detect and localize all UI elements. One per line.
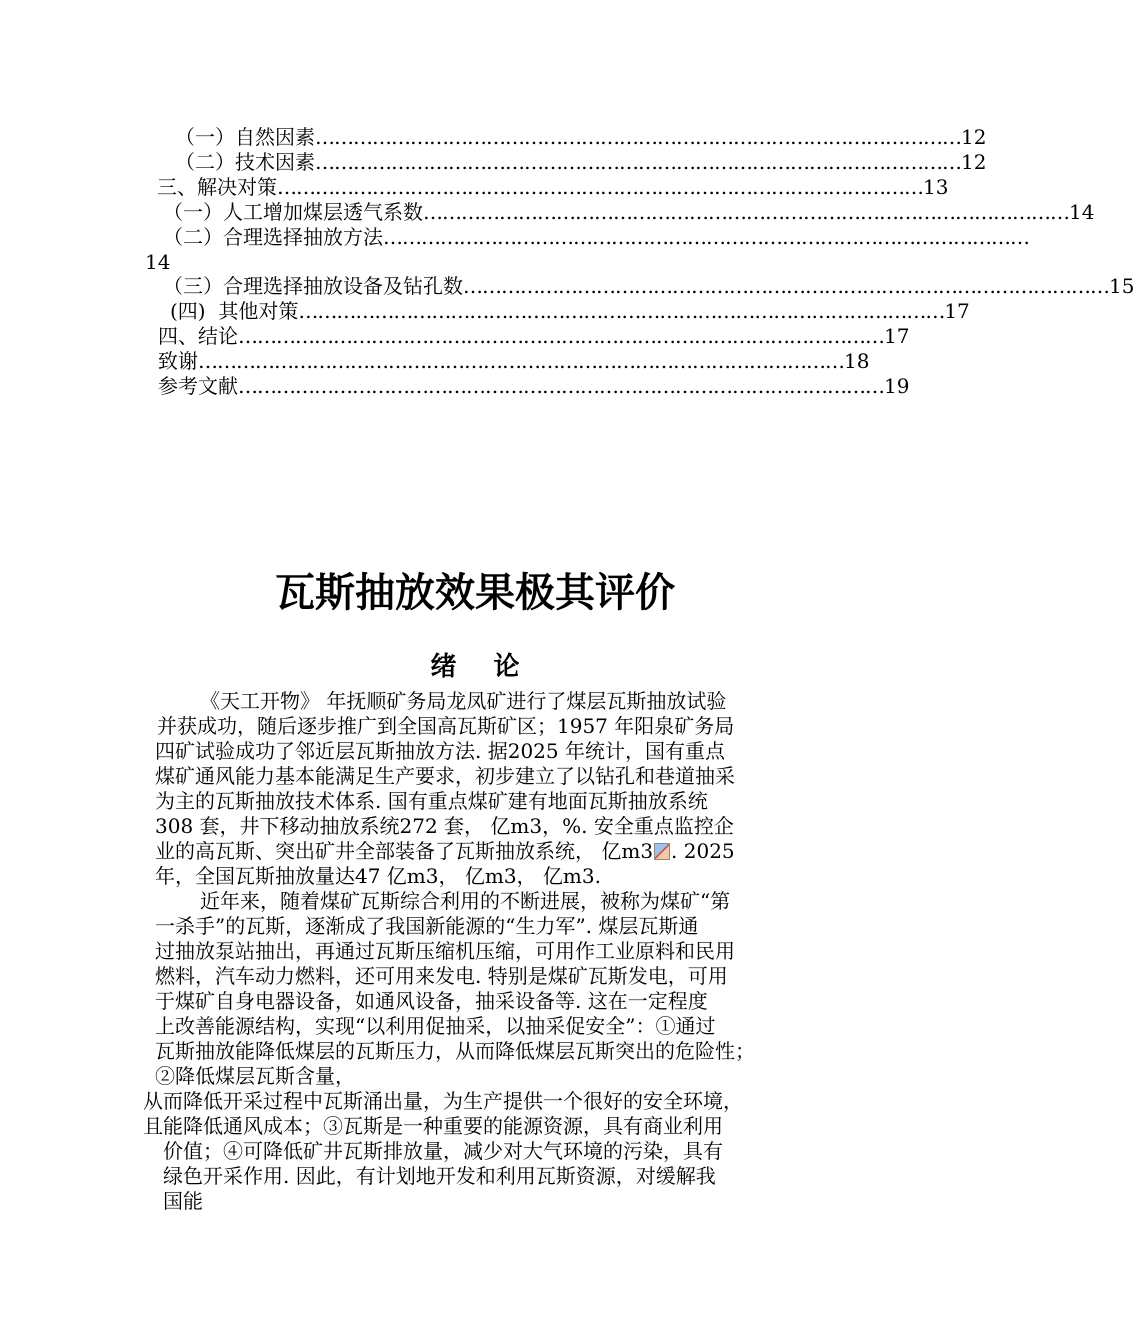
toc-leader-dots: ………………………………………………………………………………………… (463, 274, 1109, 298)
toc-entry[interactable] (163, 200, 1095, 225)
body-line: 《天工开物》 年抚顺矿务局龙凤矿进行了煤层瓦斯抽放试验 (200, 689, 727, 713)
toc-entry[interactable] (158, 324, 910, 349)
toc-leader-dots: ………………………………………………………………………………………… (198, 349, 844, 373)
body-line: ②降低煤层瓦斯含量， (155, 1064, 355, 1088)
toc-entry-page: 14 (145, 250, 171, 274)
body-line: 从而降低开采过程中瓦斯涌出量，为生产提供一个很好的安全环境， (143, 1089, 743, 1113)
toc-entry-title: 三、解决对策 (157, 175, 277, 199)
toc-leader-dots: ………………………………………………………………………………………… (315, 125, 961, 149)
body-line: 过抽放泵站抽出，再通过瓦斯压缩机压缩，可用作工业原料和民用 (155, 939, 735, 963)
toc-entry-page: 14 (1069, 200, 1095, 224)
body-line: 308 套，井下移动抽放系统272 套， 亿m3，%. 安全重点监控企 (155, 814, 734, 838)
body-line: 国能 (163, 1189, 203, 1213)
toc-leader-dots: ………………………………………………………………………………………… (383, 225, 1029, 249)
toc-entry[interactable] (157, 175, 949, 200)
toc-entry-title: 参考文献 (158, 374, 238, 398)
toc-leader-dots: ………………………………………………………………………………………… (238, 374, 884, 398)
toc-entry-title: （一）自然因素 (175, 125, 315, 149)
toc-entry-title: （三）合理选择抽放设备及钻孔数 (163, 274, 463, 298)
body-line: 燃料，汽车动力燃料，还可用来发电. 特别是煤矿瓦斯发电，可用 (155, 964, 728, 988)
toc-entry-page: 12 (961, 150, 987, 174)
toc-entry-title: （一）人工增加煤层透气系数 (163, 200, 423, 224)
toc-entry-page: 19 (884, 374, 910, 398)
body-line (155, 839, 735, 864)
toc-leader-dots: ………………………………………………………………………………………… (298, 299, 945, 323)
body-line-text: 业的高瓦斯、突出矿井全部装备了瓦斯抽放系统， 亿m3 (155, 839, 654, 863)
body-line: 近年来，随着煤矿瓦斯综合利用的不断进展，被称为煤矿“第 (200, 889, 731, 913)
body-line: 四矿试验成功了邻近层瓦斯抽放方法. 据2025 年统计，国有重点 (155, 739, 725, 763)
body-line-text: . 2025 (671, 839, 735, 863)
broken-image-icon (654, 843, 670, 860)
toc-entry[interactable] (170, 299, 970, 324)
body-line: 上改善能源结构，实现“以利用促抽采，以抽采促安全”：①通过 (155, 1014, 716, 1038)
body-line: 绿色开采作用. 因此，有计划地开发和利用瓦斯资源，对缓解我 (163, 1164, 716, 1188)
toc-entry-title: (四) 其他对策 (170, 299, 299, 323)
toc-entry-page: 18 (844, 349, 870, 373)
toc-entry-title: （二）技术因素 (175, 150, 315, 174)
toc-entry-page: 12 (961, 125, 987, 149)
document-title: 瓦斯抽放效果极其评价 (275, 570, 675, 616)
toc-entry-title: 四、结论 (158, 324, 238, 348)
body-line: 年，全国瓦斯抽放量达47 亿m3， 亿m3， 亿m3. (155, 864, 601, 888)
body-line: 一杀手”的瓦斯，逐渐成了我国新能源的“生力军”. 煤层瓦斯通 (155, 914, 699, 938)
toc-entry[interactable] (158, 374, 910, 399)
body-line: 煤矿通风能力基本能满足生产要求，初步建立了以钻孔和巷道抽采 (155, 764, 735, 788)
body-line: 瓦斯抽放能降低煤层的瓦斯压力，从而降低煤层瓦斯突出的危险性； (155, 1039, 755, 1063)
toc-leader-dots: ………………………………………………………………………………………… (238, 324, 884, 348)
toc-entry-page: 15 (1109, 274, 1134, 298)
toc-entry[interactable] (175, 125, 987, 150)
body-line: 于煤矿自身电器设备，如通风设备，抽采设备等. 这在一定程度 (155, 989, 708, 1013)
toc-entry[interactable] (158, 349, 870, 374)
toc-entry-title: （二）合理选择抽放方法 (163, 225, 383, 249)
toc-leader-dots: ………………………………………………………………………………………… (423, 200, 1069, 224)
toc-entry-page: 17 (884, 324, 910, 348)
body-line: 为主的瓦斯抽放技术体系. 国有重点煤矿建有地面瓦斯抽放系统 (155, 789, 708, 813)
toc-leader-dots: ………………………………………………………………………………………… (315, 150, 961, 174)
body-line: 价值；④可降低矿井瓦斯排放量，减少对大气环境的污染，具有 (163, 1139, 723, 1163)
section-heading: 绪 论 (430, 652, 534, 682)
toc-entry-page: 13 (923, 175, 949, 199)
toc-entry[interactable] (175, 150, 987, 175)
toc-leader-dots: ………………………………………………………………………………………… (277, 175, 923, 199)
body-line: 并获成功，随后逐步推广到全国高瓦斯矿区；1957 年阳泉矿务局 (157, 714, 735, 738)
toc-entry-title: 致谢 (158, 349, 198, 373)
toc-entry[interactable] (163, 274, 1134, 299)
toc-entry-page: 17 (944, 299, 970, 323)
toc-entry[interactable] (163, 225, 1029, 250)
body-line: 且能降低通风成本；③瓦斯是一种重要的能源资源，具有商业利用 (143, 1114, 723, 1138)
